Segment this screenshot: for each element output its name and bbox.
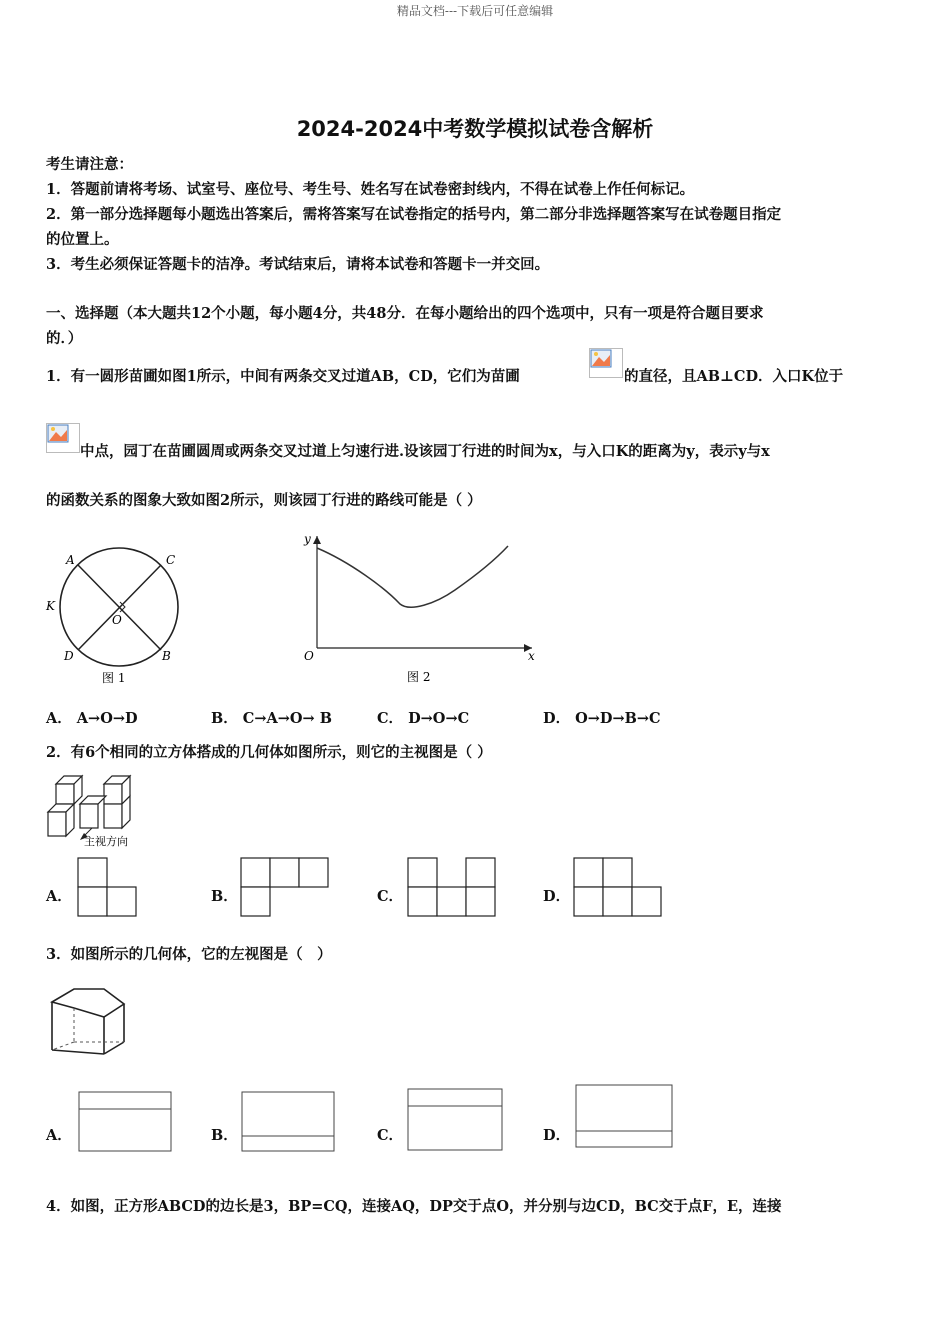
q1-option-c[interactable]: C． D→O→C — [377, 710, 470, 727]
q1-option-d[interactable]: D． O→D→B→C — [543, 710, 661, 727]
notice-heading: 考生请注意： — [46, 156, 133, 173]
q2-stem: 2．有6个相同的立方体搭成的几何体如图所示，则它的主视图是（ ） — [46, 744, 492, 761]
section-heading: 一、选择题（本大题共12个小题，每小题4分，共48分．在每小题给出的四个选项中，只有一项是符合题目要求 — [46, 305, 764, 322]
section-heading-cont: 的．） — [46, 330, 83, 347]
q1-line2: 中点，园丁在苗圃圆周或两条交叉过道上匀速行进.设该园丁行进的时间为x，与入口K的距离为y，表示y与x — [80, 443, 770, 460]
q3-option-b-label[interactable]: B． — [211, 1127, 238, 1144]
header-note: 精品文档---下载后可任意编辑 — [396, 4, 554, 18]
figure-1-circle — [40, 542, 190, 687]
inline-image-icon — [46, 423, 80, 453]
label-K: K — [46, 599, 55, 613]
q3-option-d-figure[interactable] — [575, 1084, 675, 1150]
origin-label: O — [304, 649, 314, 663]
figure-2-graph — [290, 528, 540, 688]
notice-item-2b: 的位置上。 — [46, 231, 119, 248]
notice-item-2a: 2．第一部分选择题每小题选出答案后，需将答案写在试卷指定的括号内，第二部分非选择题答案写在试卷题目指定 — [46, 206, 782, 223]
q2-option-b-figure[interactable] — [239, 856, 331, 918]
label-O: O — [112, 613, 122, 627]
q2-option-c-figure[interactable] — [406, 856, 498, 918]
q4-stem: 4．如图，正方形ABCD的边长是3，BP=CQ，连接AQ，DP交于点O，并分别与边CD，BC交于点F，E，连接 — [46, 1198, 782, 1215]
q3-solid-figure — [44, 984, 134, 1060]
q1-line1b: 的直径，且AB⊥CD．入口K位于 — [624, 368, 844, 385]
label-B: B — [162, 649, 171, 663]
q2-cube-figure — [44, 772, 144, 850]
q3-stem: 3．如图所示的几何体，它的左视图是（ ） — [46, 946, 332, 963]
q2-option-d-label[interactable]: D． — [543, 888, 571, 905]
q2-option-b-label[interactable]: B． — [211, 888, 238, 905]
figure-1-caption: 图 1 — [102, 671, 126, 685]
label-D: D — [64, 649, 74, 663]
q3-option-c-label[interactable]: C． — [377, 1127, 404, 1144]
q3-option-d-label[interactable]: D． — [543, 1127, 571, 1144]
q3-option-a-label[interactable]: A． — [46, 1127, 72, 1144]
q1-option-a[interactable]: A． A→O→D — [46, 710, 138, 727]
q2-option-a-figure[interactable] — [76, 856, 138, 918]
q3-option-b-figure[interactable] — [241, 1091, 337, 1153]
notice-item-3: 3．考生必须保证答题卡的洁净。考试结束后，请将本试卷和答题卡一并交回。 — [46, 256, 550, 273]
label-C: C — [166, 553, 176, 567]
view-direction-label: 主视方向 — [84, 835, 128, 848]
axis-x-label: x — [528, 649, 535, 663]
page-title: 2024-2024中考数学模拟试卷含解析 — [296, 117, 654, 141]
q1-option-b[interactable]: B． C→A→O→ B — [211, 710, 332, 727]
figure-2-caption: 图 2 — [407, 670, 431, 684]
q3-option-c-figure[interactable] — [407, 1088, 505, 1152]
q1-line1a: 1．有一圆形苗圃如图1所示，中间有两条交叉过道AB，CD，它们为苗圃 — [46, 368, 520, 385]
inline-image-icon — [589, 348, 623, 378]
q2-option-d-figure[interactable] — [572, 856, 664, 918]
axis-y-label: y — [304, 532, 311, 546]
q2-option-a-label[interactable]: A． — [46, 888, 72, 905]
notice-item-1: 1．答题前请将考场、试室号、座位号、考生号、姓名写在试卷密封线内，不得在试卷上作任何标记。 — [46, 181, 695, 198]
q2-option-c-label[interactable]: C． — [377, 888, 404, 905]
q3-option-a-figure[interactable] — [78, 1091, 174, 1153]
q1-line3: 的函数关系的图象大致如图2所示，则该园丁行进的路线可能是（ ） — [46, 492, 482, 509]
label-A: A — [66, 553, 75, 567]
